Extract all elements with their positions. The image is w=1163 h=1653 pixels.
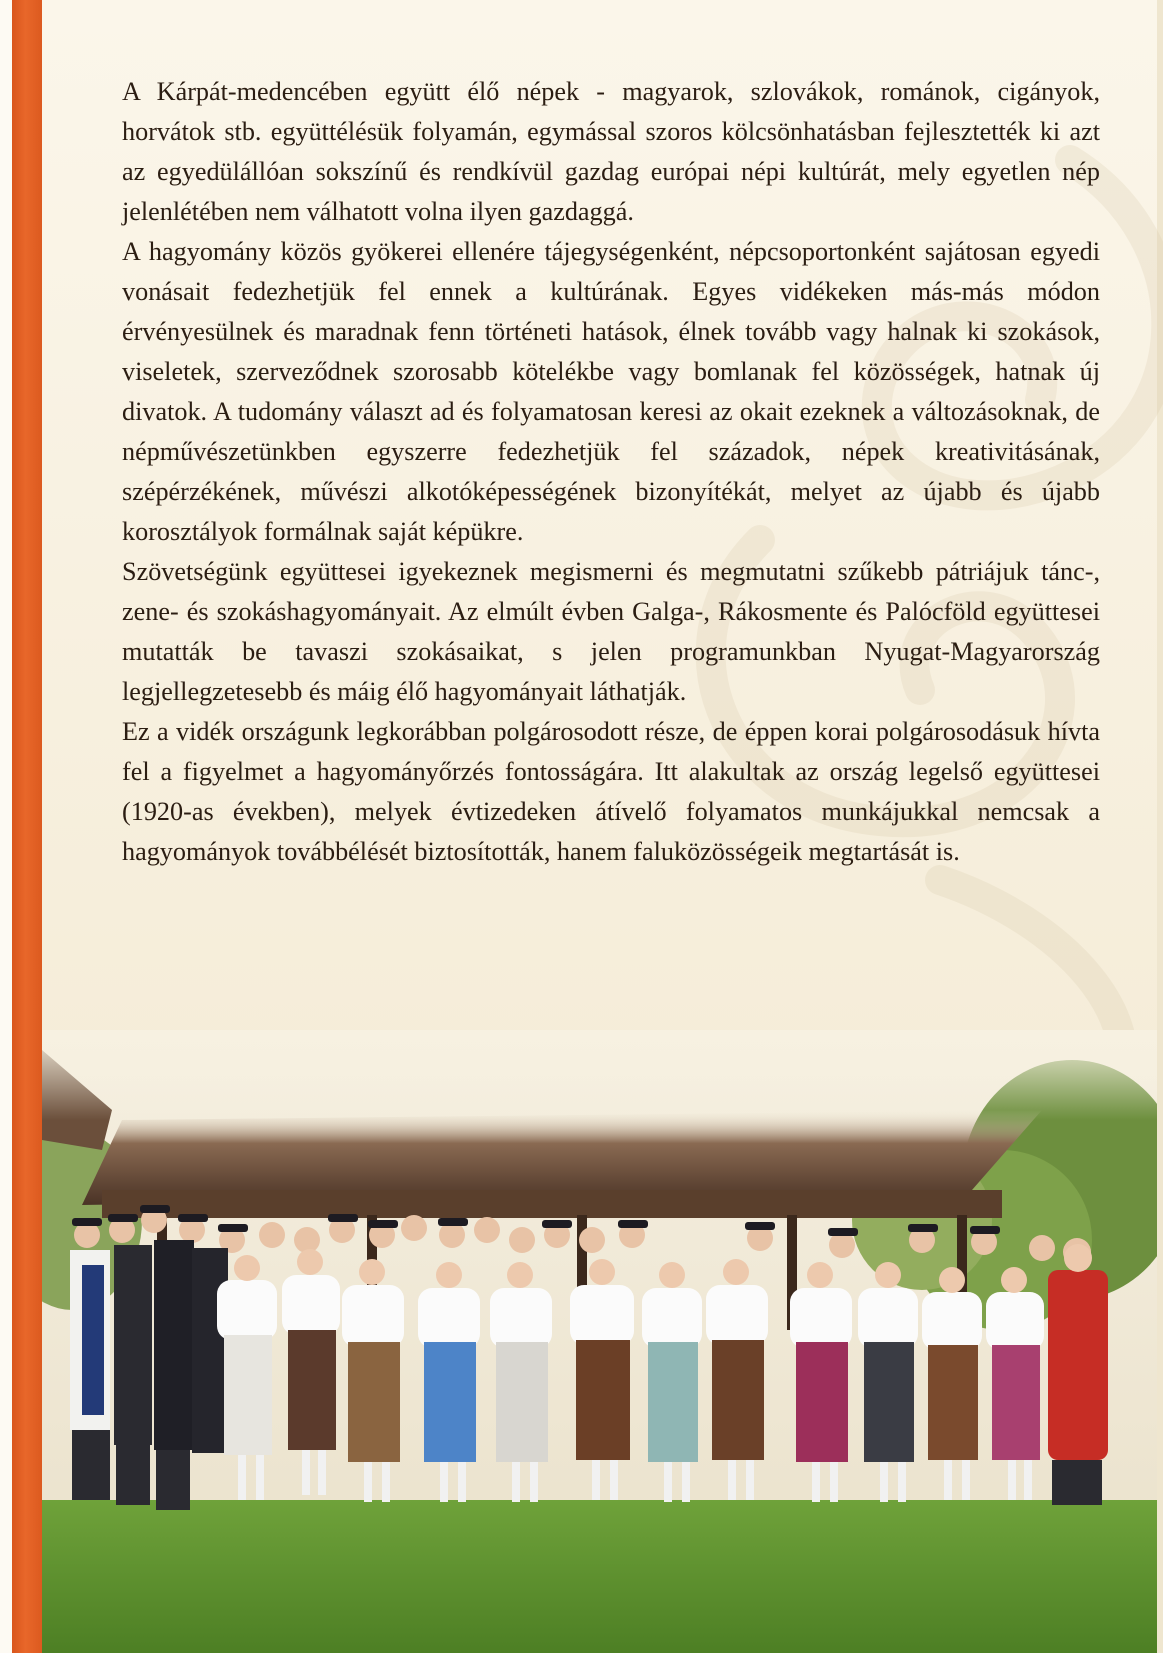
paragraph-intro: A Kárpát-medencében együtt élő népek - magyarok, szlovákok, románok, cigányok, horvátok stb. együttélésük folyamán, egymással szoros kölcsönhatásban fejlesztették ki azt az egyedülállóan sokszínű és rendkívül gazdag európai népi kultúrát, mely egyetlen nép jelenlétében nem válhatott volna ilyen gazdaggá.: [122, 77, 1100, 226]
page-edge: [0, 0, 12, 1653]
body-text: [122, 72, 1100, 872]
paragraph-region: Ez a vidék országunk legkorábban polgárosodott része, de éppen korai polgárosodásuk hívta fel a figyelmet a hagyományőrzés fontosságára. Itt alakultak az ország legelső együttesei (1920-as években), melyek évtizedeken átívelő folyamatos munkájukkal nemcsak a hagyományok továbbélését biztosították, hanem faluközösségeik megtartását is.: [122, 717, 1100, 866]
orange-accent-stripe: [12, 0, 42, 1653]
paragraph-tradition: A hagyomány közös gyökerei ellenére tájegységenként, népcsoportonként sajátosan egyedi vonásait fedezhetjük fel ennek a kultúrának. Egyes vidékeken más-más módon érvényesülnek és maradnak fenn történeti hatások, élnek tovább vagy halnak ki szokások, viseletek, szerveződnek szorosabb kötelékbe vagy bomlanak fel közösségek, hatnak új divatok. A tudomány választ ad és folyamatosan keresi az okait ezeknek a változásoknak, de népművészetünkben egyszerre fedezhetjük fel századok, népek kreativitásának, szépérzékének, művészi alkotóképességének bizonyítékát, melyet az újabb és újabb korosztályok formálnak saját képükre.: [122, 237, 1100, 546]
folk-ensemble-photo: [42, 1030, 1157, 1653]
paragraph-association: Szövetségünk együttesei igyekeznek megismerni és megmutatni szűkebb pátriájuk tánc-, zene- és szokáshagyományait. Az elmúlt évben Galga-, Rákosmente és Palócföld együttesei mutatták be tavaszi szokásaikat, s jelen programunkban Nyugat-Magyarország legjellegzetesebb és máig élő hagyományait láthatják.: [122, 557, 1100, 706]
group-photo-illustration: [42, 1030, 1157, 1653]
